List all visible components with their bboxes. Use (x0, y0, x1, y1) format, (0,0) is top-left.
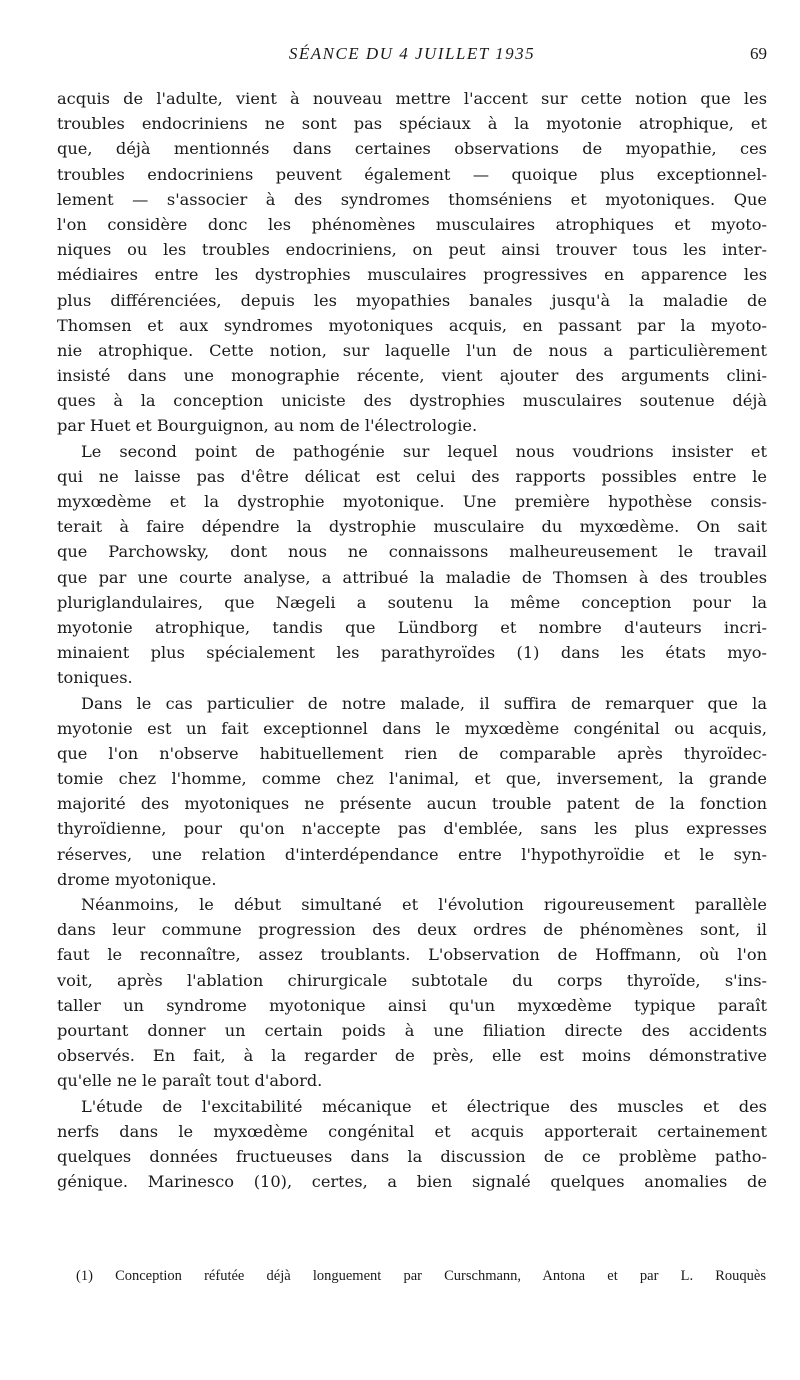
text-line: médiaires entre les dystrophies musculaires progressives en apparence les (57, 265, 767, 285)
text-line: voit, après l'ablation chirurgicale subtotale du corps thyroïde, s'ins- (57, 970, 767, 990)
text-line: que par une courte analyse, a attribué la maladie de Thomsen à des troubles (57, 567, 767, 587)
text-line: observés. En fait, à la regarder de près, elle est moins démonstrative (57, 1046, 767, 1066)
body-text (57, 86, 767, 1194)
text-line: faut le reconnaître, assez troublants. L'observation de Hoffmann, où l'on (57, 945, 767, 965)
text-line: minaient plus spécialement les parathyroïdes (1) dans les états myo- (57, 643, 767, 663)
text-line: Dans le cas particulier de notre malade, il suffira de remarquer que la (81, 693, 767, 713)
page-number: 69 (750, 44, 767, 63)
text-line: nerfs dans le myxœdème congénital et acquis apporterait certainement (57, 1121, 767, 1141)
text-line: réserves, une relation d'interdépendance entre l'hypothyroïdie et le syn- (57, 844, 767, 864)
text-line: que Parchowsky, dont nous ne connaissons malheureusement le travail (57, 542, 767, 562)
text-line: l'on considère donc les phénomènes musculaires atrophiques et myoto- (57, 214, 767, 234)
text-line: quelques données fructueuses dans la discussion de ce problème patho- (57, 1146, 767, 1166)
text-line: Néanmoins, le début simultané et l'évolution rigoureusement parallèle (81, 895, 767, 914)
text-line: majorité des myotoniques ne présente aucun trouble patent de la fonction (57, 794, 767, 814)
text-line: qu'elle ne le paraît tout d'abord. (57, 1071, 323, 1091)
running-head: SÉANCE DU 4 JUILLET 1935 (288, 44, 536, 63)
text-line: lement — s'associer à des syndromes thomséniens et myotoniques. Que (57, 189, 767, 209)
text-line: Thomsen et aux syndromes myotoniques acquis, en passant par la myoto- (57, 315, 767, 335)
text-line: toniques. (57, 668, 133, 688)
text-line: pluriglandulaires, que Nægeli a soutenu la même conception pour la (57, 592, 767, 612)
text-line: drome myotonique. (57, 869, 217, 889)
text-line: ques à la conception uniciste des dystrophies musculaires soutenue déjà (57, 391, 767, 411)
text-line: par Huet et Bourguignon, au nom de l'électrologie. (57, 416, 478, 436)
text-line: que l'on n'observe habituellement rien de comparable après thyroïdec- (57, 743, 767, 763)
text-line: pourtant donner un certain poids à une filiation directe des accidents (57, 1020, 767, 1040)
text-line: niques ou les troubles endocriniens, on peut ainsi trouver tous les inter- (57, 240, 767, 260)
text-line: insisté dans une monographie récente, vient ajouter des arguments clini- (57, 366, 767, 386)
text-line: myxœdème et la dystrophie myotonique. Une première hypothèse consis- (57, 492, 767, 511)
text-line: acquis de l'adulte, vient à nouveau mettre l'accent sur cette notion que les (57, 89, 767, 108)
text-line: myotonie est un fait exceptionnel dans le myxœdème congénital ou acquis, (57, 718, 767, 738)
text-line: L'étude de l'excitabilité mécanique et électrique des muscles et des (81, 1096, 767, 1116)
text-line: thyroïdienne, pour qu'on n'accepte pas d'emblée, sans les plus expresses (57, 819, 767, 839)
text-line: génique. Marinesco (10), certes, a bien signalé quelques anomalies de (57, 1172, 767, 1192)
text-line: myotonie atrophique, tandis que Lündborg et nombre d'auteurs incri- (57, 617, 767, 637)
text-line: que, déjà mentionnés dans certaines observations de myopathie, ces (57, 139, 767, 159)
text-line: plus différenciées, depuis les myopathies banales jusqu'à la maladie de (57, 290, 767, 310)
page-header (57, 44, 767, 74)
text-line: taller un syndrome myotonique ainsi qu'un myxœdème typique paraît (57, 995, 767, 1015)
text-line: troubles endocriniens ne sont pas spéciaux à la myotonie atrophique, et (57, 114, 767, 134)
text-line: terait à faire dépendre la dystrophie musculaire du myxœdème. On sait (57, 517, 767, 537)
text-line: nie atrophique. Cette notion, sur laquelle l'un de nous a particulièrement (57, 340, 767, 360)
text-line: Le second point de pathogénie sur lequel nous voudrions insister et (81, 441, 767, 461)
text-line: troubles endocriniens peuvent également — quoique plus exceptionnel- (57, 164, 767, 184)
text-line: dans leur commune progression des deux ordres de phénomènes sont, il (57, 920, 767, 940)
text-line: qui ne laisse pas d'être délicat est celui des rapports possibles entre le (57, 466, 767, 486)
footnote: (1) Conception réfutée déjà longuement par Curschmann, Antona et par L. Rouquès (76, 1268, 766, 1284)
text-line: tomie chez l'homme, comme chez l'animal, et que, inversement, la grande (57, 769, 767, 789)
